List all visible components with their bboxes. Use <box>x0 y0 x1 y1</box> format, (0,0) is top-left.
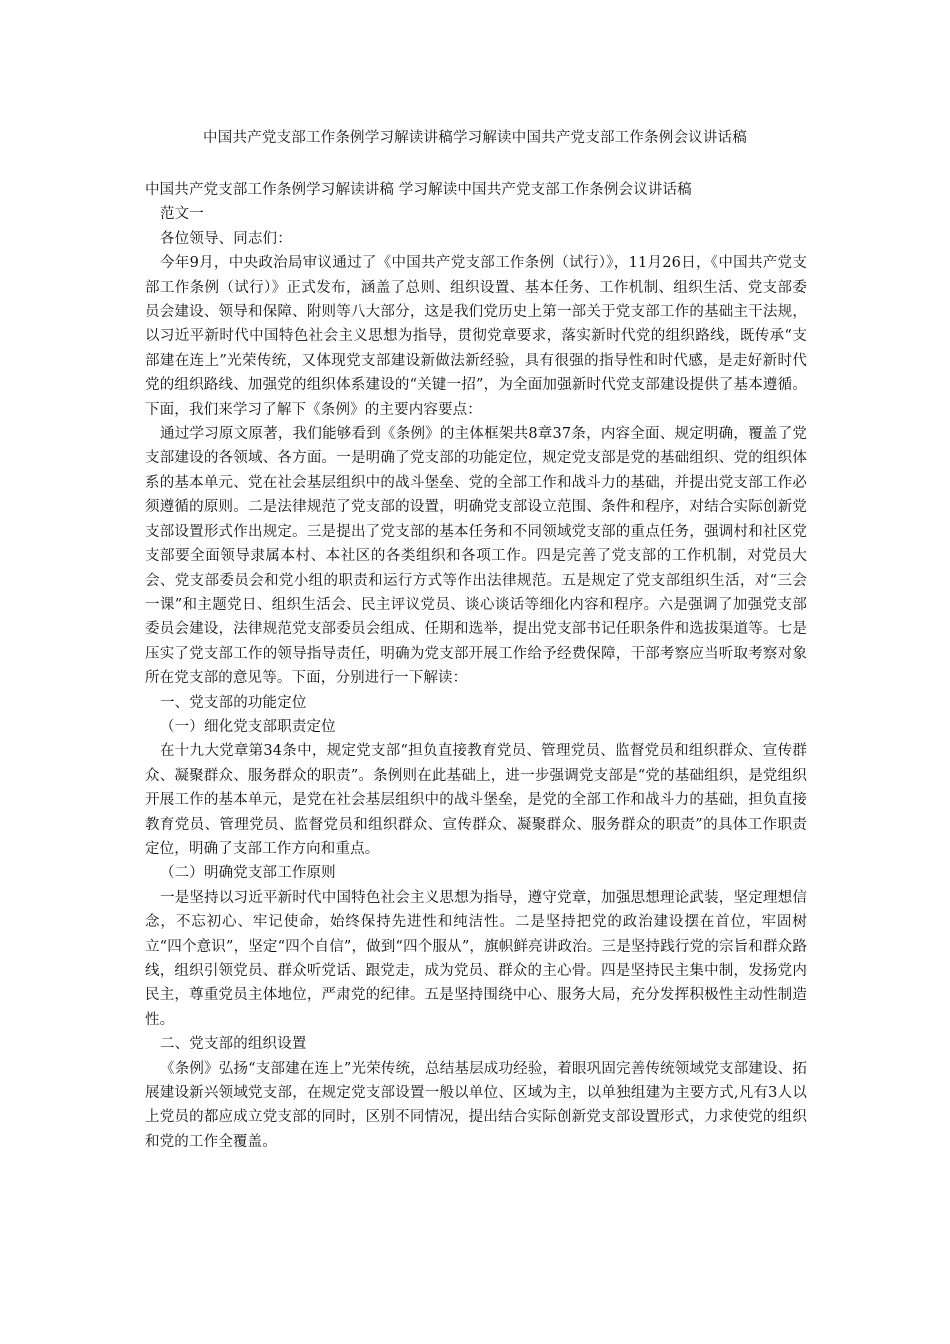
paragraph-organization: 《条例》弘扬“支部建在连上”光荣传统，总结基层成功经验，着眼巩固完善传统领域党支部建设、拓展建设新兴领域党支部，在规定党支部设置一般以单位、区域为主，以单独组建为主要方式,凡有3人以上党员的都应成立党支部的同时，区别不同情况，提出结合实际创新党支部设置形式，力求使党的组织和党的工作全覆盖。 <box>145 1060 807 1150</box>
document-title: 中国共产党支部工作条例学习解读讲稿学习解读中国共产党支部工作条例会议讲话稿 <box>203 130 747 146</box>
paragraph-salutation: 各位领导、同志们： <box>160 230 292 247</box>
section-heading-1: 一、党支部的功能定位 <box>160 694 307 711</box>
paragraph-responsibilities: 在十九大党章第34条中，规定党支部“担负直接教育党员、管理党员、监督党员和组织群众、宣传群众、凝聚群众、服务群众的职责”。条例则在此基础上，进一步强调党支部是“党的基础组织，是党组织开展工作的基本单元，是党在社会基层组织中的战斗堡垒，是党的全部工作和战斗力的基础，担负直接教育党员、管理党员、监督党员和组织群众、宣传群众、凝聚群众、服务群众的职责”的具体工作职责定位，明确了支部工作方向和重点。 <box>145 743 807 857</box>
paragraph-overview: 通过学习原文原著，我们能够看到《条例》的主体框架共8章37条，内容全面、规定明确，覆盖了党支部建设的各领域、各方面。一是明确了党支部的功能定位，规定党支部是党的基础组织、党的组织体系的基本单元、党在社会基层组织中的战斗堡垒、党的全部工作和战斗力的基础，并提出党支部工作必须遵循的原则。二是法律规范了党支部的设置，明确党支部设立范围、条件和程序，对结合实际创新党支部设置形式作出规定。三是提出了党支部的基本任务和不同领域党支部的重点任务，强调村和社区党支部要全面领导隶属本村、本社区的各类组织和各项工作。四是完善了党支部的工作机制，对党员大会、党支部委员会和党小组的职责和运行方式等作出法律规范。五是规定了党支部组织生活，对“三会一课”和主题党日、组织生活会、民主评议党员、谈心谈话等细化内容和程序。六是强调了加强党支部委员会建设，法律规范党支部委员会组成、任期和选举，提出党支部书记任职条件和选拔渠道等。七是压实了党支部工作的领导指导责任，明确为党支部开展工作给予经费保障，干部考察应当听取考察对象所在党支部的意见等。下面，分别进行一下解读： <box>145 426 807 687</box>
paragraph-intro: 今年9月，中央政治局审议通过了《中国共产党支部工作条例（试行）》，11月26日，《中国共产党支部工作条例（试行）》正式发布，涵盖了总则、组织设置、基本任务、工作机制、组织生活、党支部委员会建设、领导和保障、附则等八大部分，这是我们党历史上第一部关于党支部工作的基础主干法规，以习近平新时代中国特色社会主义思想为指导，贯彻党章要求，落实新时代党的组织路线，既传承“支部建在连上”光荣传统，又体现党支部建设新做法新经验，具有很强的指导性和时代感，是走好新时代党的组织路线、加强党的组织体系建设的“关键一招”，为全面加强新时代党支部建设提供了基本遵循。下面，我们来学习了解下《条例》的主要内容要点： <box>145 255 807 418</box>
subsection-heading-1-1: （一）细化党支部职责定位 <box>160 718 336 735</box>
subsection-heading-1-2: （二）明确党支部工作原则 <box>160 865 336 882</box>
section-heading-2: 二、党支部的组织设置 <box>160 1036 307 1053</box>
document-body <box>145 178 807 1154</box>
document-subtitle: 中国共产党支部工作条例学习解读讲稿 学习解读中国共产党支部工作条例会议讲话稿 <box>145 182 692 198</box>
paragraph-sample-label: 范文一 <box>160 206 204 223</box>
paragraph-principles: 一是坚持以习近平新时代中国特色社会主义思想为指导，遵守党章，加强思想理论武装，坚定理想信念，不忘初心、牢记使命，始终保持先进性和纯洁性。二是坚持把党的政治建设摆在首位，牢固树立“四个意识”，坚定“四个自信”，做到“四个服从”，旗帜鲜亮讲政治。三是坚持践行党的宗旨和群众路线，组织引领党员、群众听党话、跟党走，成为党员、群众的主心骨。四是坚持民主集中制，发扬党内民主，尊重党员主体地位，严肃党的纪律。五是坚持围绕中心、服务大局，充分发挥积极性主动性制造性。 <box>145 889 807 1028</box>
